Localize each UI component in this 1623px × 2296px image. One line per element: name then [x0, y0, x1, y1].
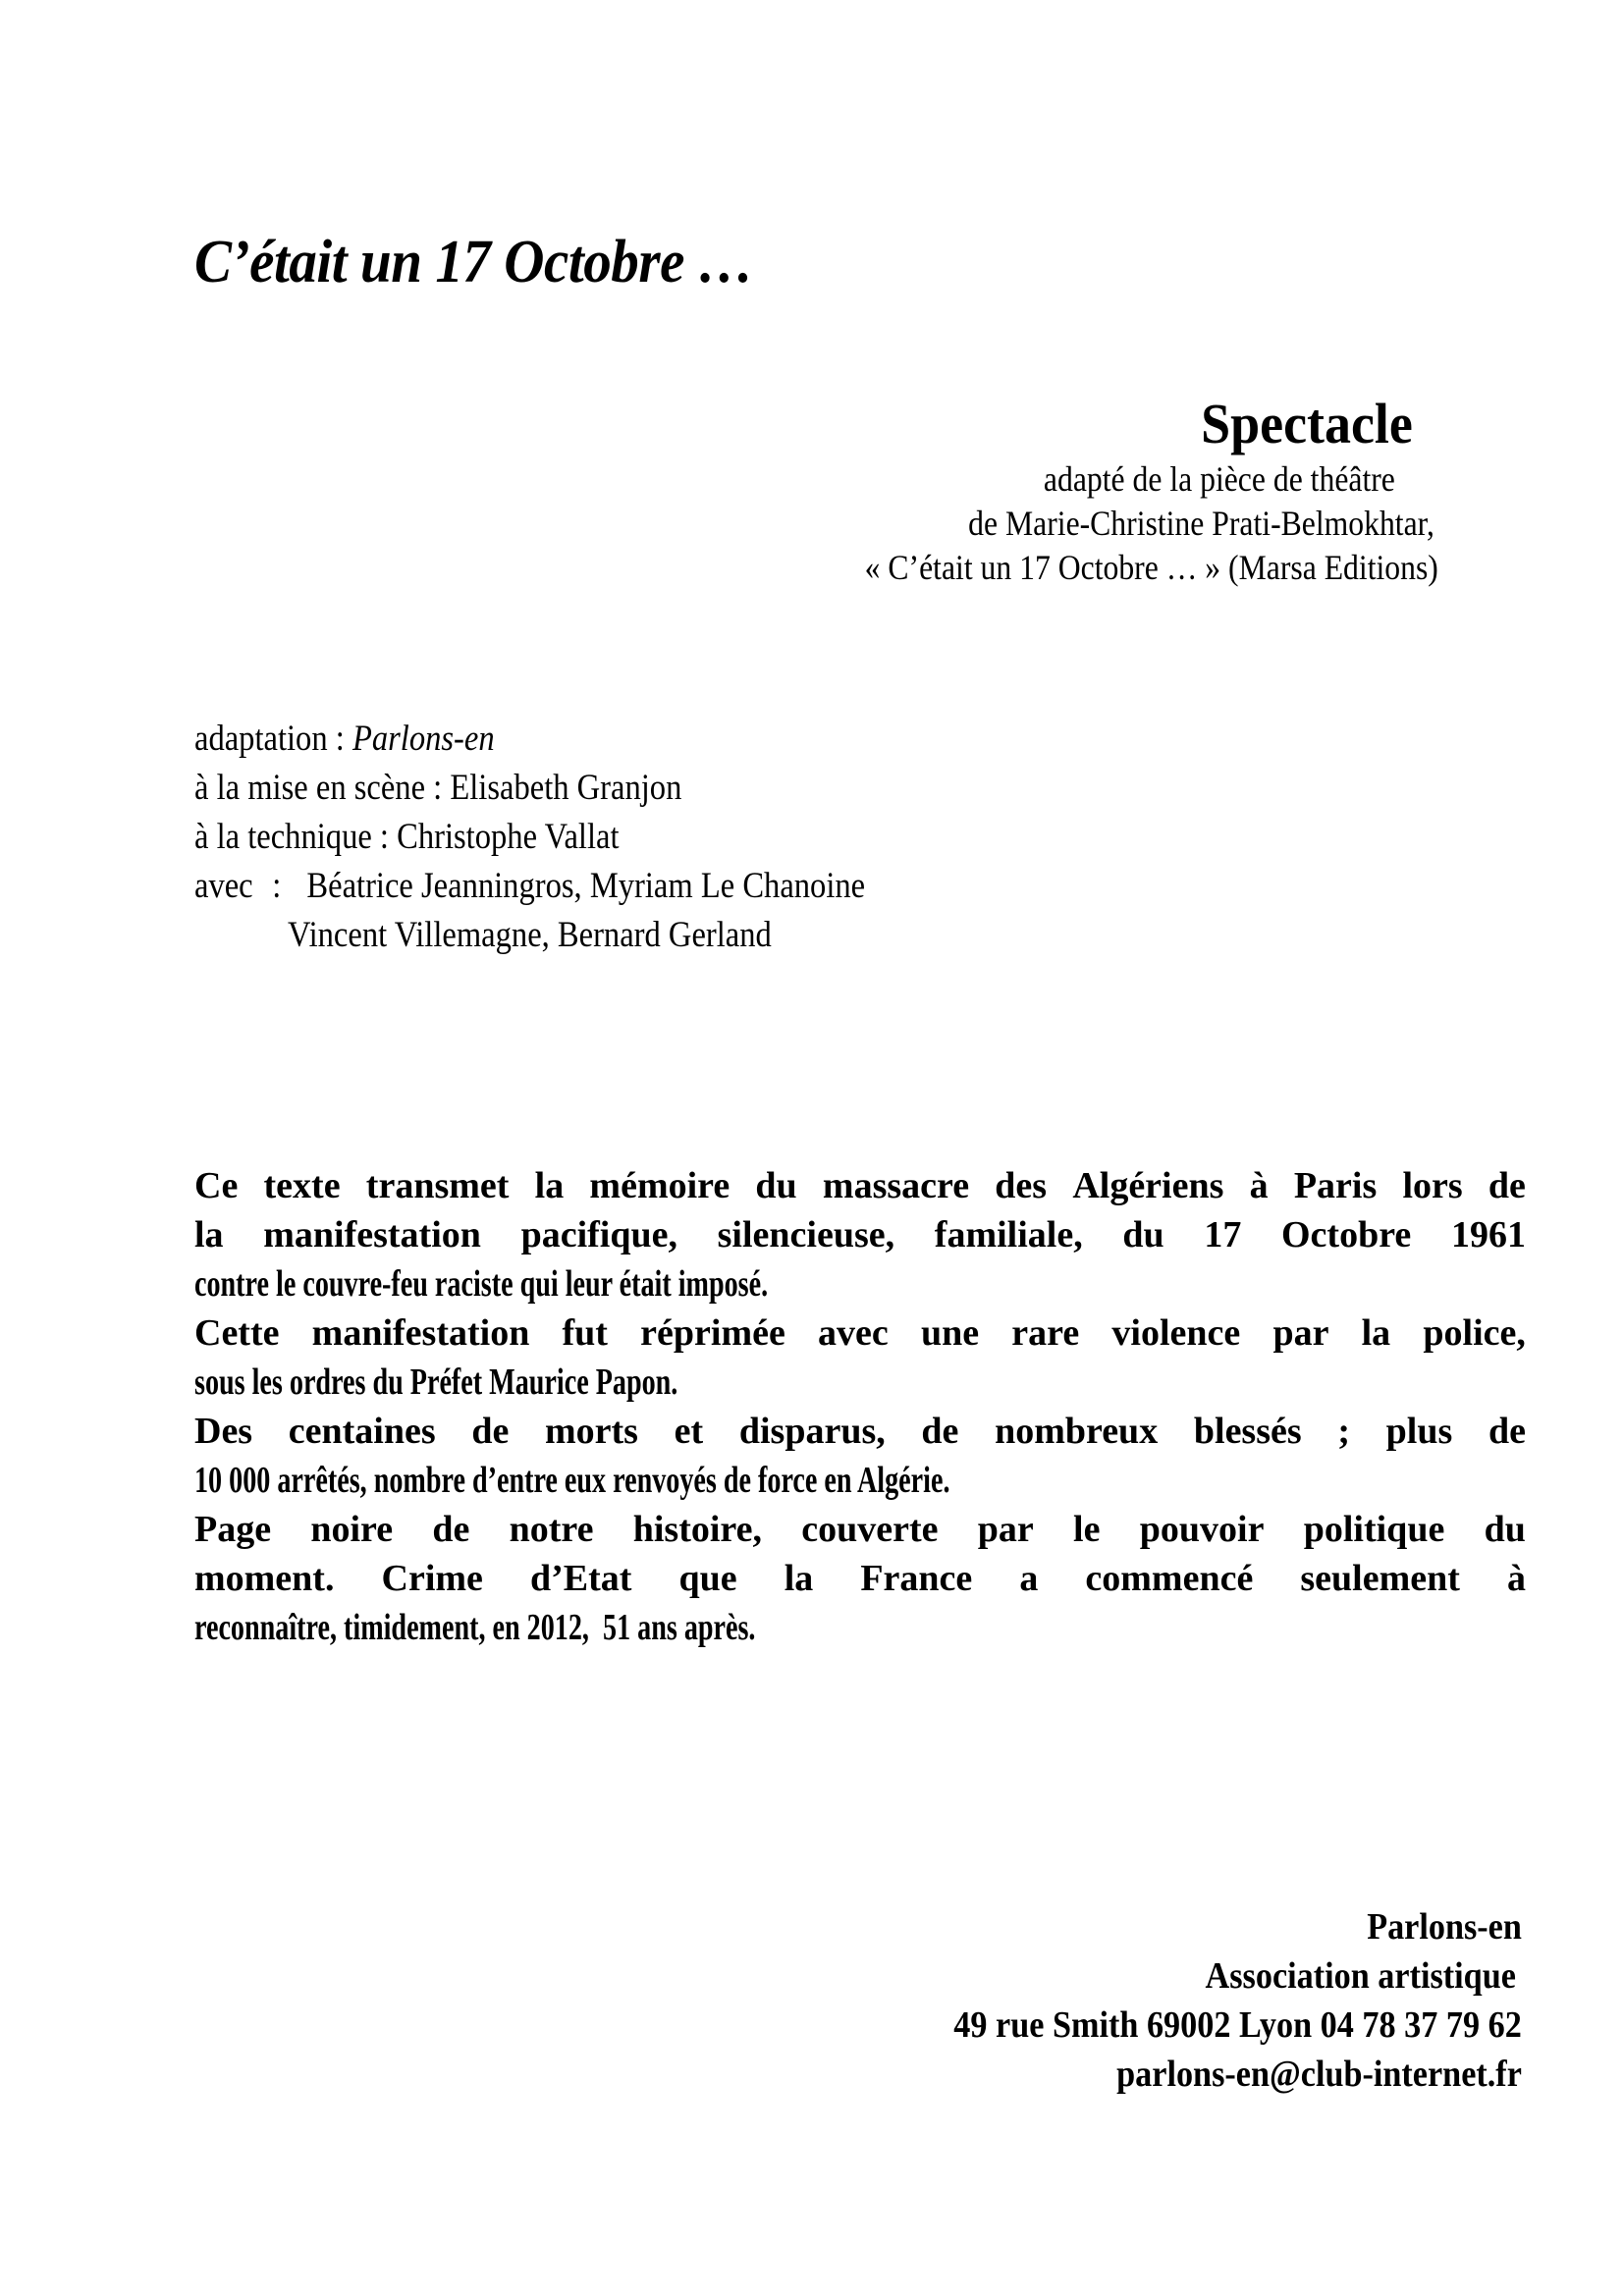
- credit-separator: :: [272, 866, 282, 906]
- body-word: texte: [263, 1165, 341, 1206]
- body-word: de: [1488, 1411, 1526, 1452]
- credit-label: à la mise en scène :: [194, 768, 451, 808]
- body-word: réprimée: [640, 1312, 785, 1354]
- body-line: [194, 1407, 1526, 1456]
- body-word: plus: [1385, 1411, 1453, 1452]
- body-word: à: [1506, 1558, 1526, 1599]
- body-word: par: [1272, 1312, 1329, 1354]
- body-word: une: [920, 1312, 980, 1354]
- body-word: d’Etat: [529, 1558, 632, 1599]
- credit-label: adaptation :: [194, 719, 352, 759]
- body-word: massacre: [822, 1165, 970, 1206]
- body-word: lors: [1402, 1165, 1463, 1206]
- spectacle-line: adapté de la pièce de théâtre: [1044, 459, 1395, 499]
- body-word: seulement: [1300, 1558, 1460, 1599]
- body-line: [194, 1210, 1526, 1259]
- body-word: rare: [1011, 1312, 1080, 1354]
- body-word: politique: [1303, 1509, 1445, 1550]
- body-word: disparus,: [738, 1411, 886, 1452]
- body-line: sous les ordres du Préfet Maurice Papon.: [194, 1362, 678, 1403]
- credit-mise-en-scene: [194, 764, 865, 813]
- body-word: a: [1019, 1558, 1039, 1599]
- body-word: du: [1122, 1214, 1164, 1255]
- body-word: 1961: [1450, 1214, 1526, 1255]
- body-word: transmet: [365, 1165, 510, 1206]
- body-word: commencé: [1085, 1558, 1254, 1599]
- body-word: le: [1073, 1509, 1101, 1550]
- body-word: avec: [818, 1312, 889, 1354]
- body-word: la: [534, 1165, 565, 1206]
- body-word: manifestation: [311, 1312, 530, 1354]
- credit-value: Parlons-en: [352, 719, 495, 759]
- body-word: notre: [509, 1509, 594, 1550]
- body-word: à: [1249, 1165, 1269, 1206]
- body-line: reconnaître, timidement, en 2012, 51 ans après.: [194, 1607, 756, 1648]
- credit-label: avec: [194, 866, 253, 906]
- body-word: Algériens: [1072, 1165, 1224, 1206]
- body-word: de: [471, 1411, 510, 1452]
- body-word: manifestation: [263, 1214, 481, 1255]
- signature-block: [891, 1902, 1522, 2099]
- body-word: nombreux: [995, 1411, 1159, 1452]
- credit-value: Béatrice Jeanningros, Myriam Le Chanoine: [306, 866, 866, 906]
- organization-address: 49 rue Smith 69002 Lyon 04 78 37 79 62: [953, 2004, 1522, 2046]
- spectacle-block: [786, 391, 1438, 590]
- body-line: 10 000 arrêtés, nombre d’entre eux renvoyés de force en Algérie.: [194, 1460, 950, 1501]
- body-word: blessés: [1193, 1411, 1302, 1452]
- body-line: [194, 1308, 1526, 1358]
- body-word: Des: [194, 1411, 253, 1452]
- body-word: violence: [1111, 1312, 1241, 1354]
- body-word: 17: [1204, 1214, 1242, 1255]
- body-word: la: [194, 1214, 224, 1255]
- body-word: de: [1488, 1165, 1526, 1206]
- body-word: ;: [1337, 1411, 1350, 1452]
- body-line: [194, 1554, 1526, 1603]
- credit-cast: [194, 862, 865, 911]
- body-word: France: [860, 1558, 973, 1599]
- body-word: centaines: [288, 1411, 436, 1452]
- credit-technique: [194, 813, 865, 862]
- spectacle-heading: Spectacle: [1201, 392, 1413, 455]
- body-word: police,: [1423, 1312, 1526, 1354]
- body-word: de: [921, 1411, 959, 1452]
- credit-adaptation: [194, 715, 865, 764]
- credit-cast-continued: [194, 911, 865, 960]
- credit-value: Elisabeth Granjon: [450, 768, 682, 808]
- body-line: [194, 1161, 1526, 1210]
- body-word: la: [784, 1558, 814, 1599]
- body-word: fut: [562, 1312, 608, 1354]
- body-word: par: [977, 1509, 1034, 1550]
- body-word: morts: [545, 1411, 638, 1452]
- body-word: familiale,: [934, 1214, 1083, 1255]
- body-word: moment.: [194, 1558, 335, 1599]
- body-word: des: [995, 1165, 1048, 1206]
- body-word: pacifique,: [520, 1214, 677, 1255]
- body-word: Crime: [381, 1558, 483, 1599]
- body-word: du: [1484, 1509, 1526, 1550]
- organization-name: Parlons-en: [1367, 1906, 1522, 1948]
- body-word: Octobre: [1281, 1214, 1412, 1255]
- credit-value: Christophe Vallat: [397, 817, 620, 857]
- body-word: et: [674, 1411, 704, 1452]
- body-word: noire: [310, 1509, 394, 1550]
- organization-subtitle: Association artistique: [1205, 1955, 1516, 1997]
- organization-email[interactable]: parlons-en@club-internet.fr: [1116, 2054, 1522, 2095]
- credits-block: [194, 715, 865, 960]
- body-word: Cette: [194, 1312, 280, 1354]
- body-word: pouvoir: [1139, 1509, 1265, 1550]
- body-line: [194, 1505, 1526, 1554]
- body-word: que: [678, 1558, 737, 1599]
- spectacle-line: de Marie-Christine Prati-Belmokhtar,: [968, 504, 1434, 543]
- body-word: la: [1361, 1312, 1391, 1354]
- body-word: Ce: [194, 1165, 239, 1206]
- credit-label: à la technique :: [194, 817, 398, 857]
- body-word: mémoire: [589, 1165, 730, 1206]
- credit-value: Vincent Villemagne, Bernard Gerland: [288, 915, 772, 955]
- body-word: du: [755, 1165, 797, 1206]
- body-word: histoire,: [632, 1509, 762, 1550]
- body-paragraph: [194, 1161, 1526, 1652]
- body-word: de: [432, 1509, 470, 1550]
- body-word: Page: [194, 1509, 272, 1550]
- body-word: silencieuse,: [717, 1214, 895, 1255]
- body-word: Paris: [1293, 1165, 1378, 1206]
- page-title: C’était un 17 Octobre …: [194, 229, 754, 295]
- body-word: couverte: [801, 1509, 939, 1550]
- spectacle-line: « C’était un 17 Octobre … » (Marsa Editions): [864, 548, 1438, 587]
- body-line: contre le couvre-feu raciste qui leur était imposé.: [194, 1263, 769, 1305]
